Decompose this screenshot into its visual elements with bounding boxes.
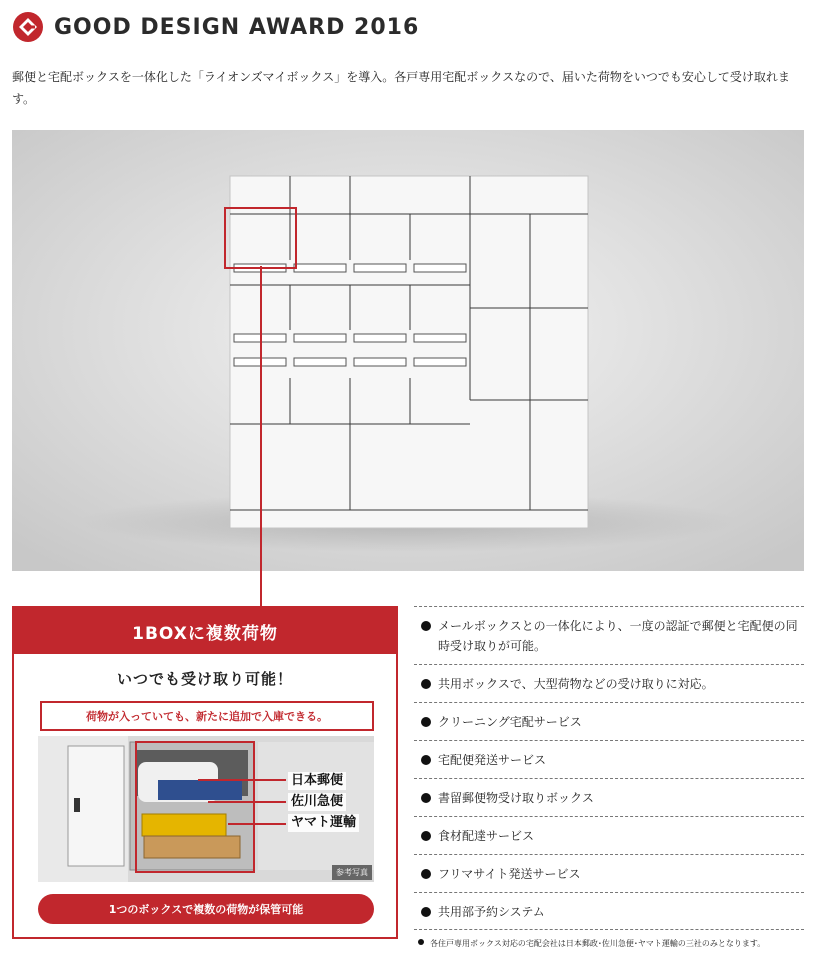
service-list xyxy=(414,606,804,930)
bullet-icon xyxy=(414,712,438,732)
carrier-label-japan-post: 日本郵便 xyxy=(288,772,346,790)
footnote-text: 各住戸専用ボックス対応の宅配会社は日本郵政･佐川急便･ヤマト運輸の三社のみとなります。 xyxy=(430,939,766,948)
bullet-icon xyxy=(414,750,438,770)
list-item: フリマサイト発送サービス xyxy=(414,854,804,892)
award-title: GOOD DESIGN AWARD 2016 xyxy=(54,14,420,40)
list-item: 食材配達サービス xyxy=(414,816,804,854)
good-design-logo-icon xyxy=(12,11,44,43)
carrier-label-yamato: ヤマト運輸 xyxy=(288,814,359,832)
carrier-label-sagawa: 佐川急便 xyxy=(288,793,346,811)
feature-title: 1BOXに複数荷物 xyxy=(14,608,396,654)
feature-subtitle: いつでも受け取り可能！ xyxy=(116,670,293,688)
bullet-icon xyxy=(414,864,438,884)
feature-note: 荷物が入っていても、新たに追加で入庫できる。 xyxy=(40,701,374,731)
list-item: クリーニング宅配サービス xyxy=(414,702,804,740)
locker-interior-photo xyxy=(38,736,374,882)
bullet-icon xyxy=(414,826,438,846)
footnote xyxy=(418,938,808,950)
locker-illustration xyxy=(12,130,804,571)
photo-caption: 参考写真 xyxy=(332,865,372,880)
callout-connector xyxy=(260,266,262,606)
list-item: 宅配便発送サービス xyxy=(414,740,804,778)
bullet-icon xyxy=(414,674,438,694)
bullet-icon xyxy=(414,902,438,922)
bullet-icon xyxy=(414,616,438,636)
list-item: メールボックスとの一体化により、一度の認証で郵便と宅配便の同時受け取りが可能。 xyxy=(414,606,804,664)
feature-card xyxy=(12,606,398,939)
bullet-icon xyxy=(414,788,438,808)
list-item: 書留郵便物受け取りボックス xyxy=(414,778,804,816)
list-item: 共用部予約システム xyxy=(414,892,804,930)
feature-banner: 1つのボックスで複数の荷物が保管可能 xyxy=(38,894,374,924)
award-header xyxy=(12,10,419,44)
intro-text: 郵便と宅配ボックスを一体化した「ライオンズマイボックス」を導入。各戸専用宅配ボックスなので、届いた荷物をいつでも安心して受け取れます。 xyxy=(12,70,790,106)
list-item: 共用ボックスで、大型荷物などの受け取りに対応。 xyxy=(414,664,804,702)
locker-product-photo xyxy=(12,130,804,571)
bullet-icon xyxy=(418,939,424,945)
